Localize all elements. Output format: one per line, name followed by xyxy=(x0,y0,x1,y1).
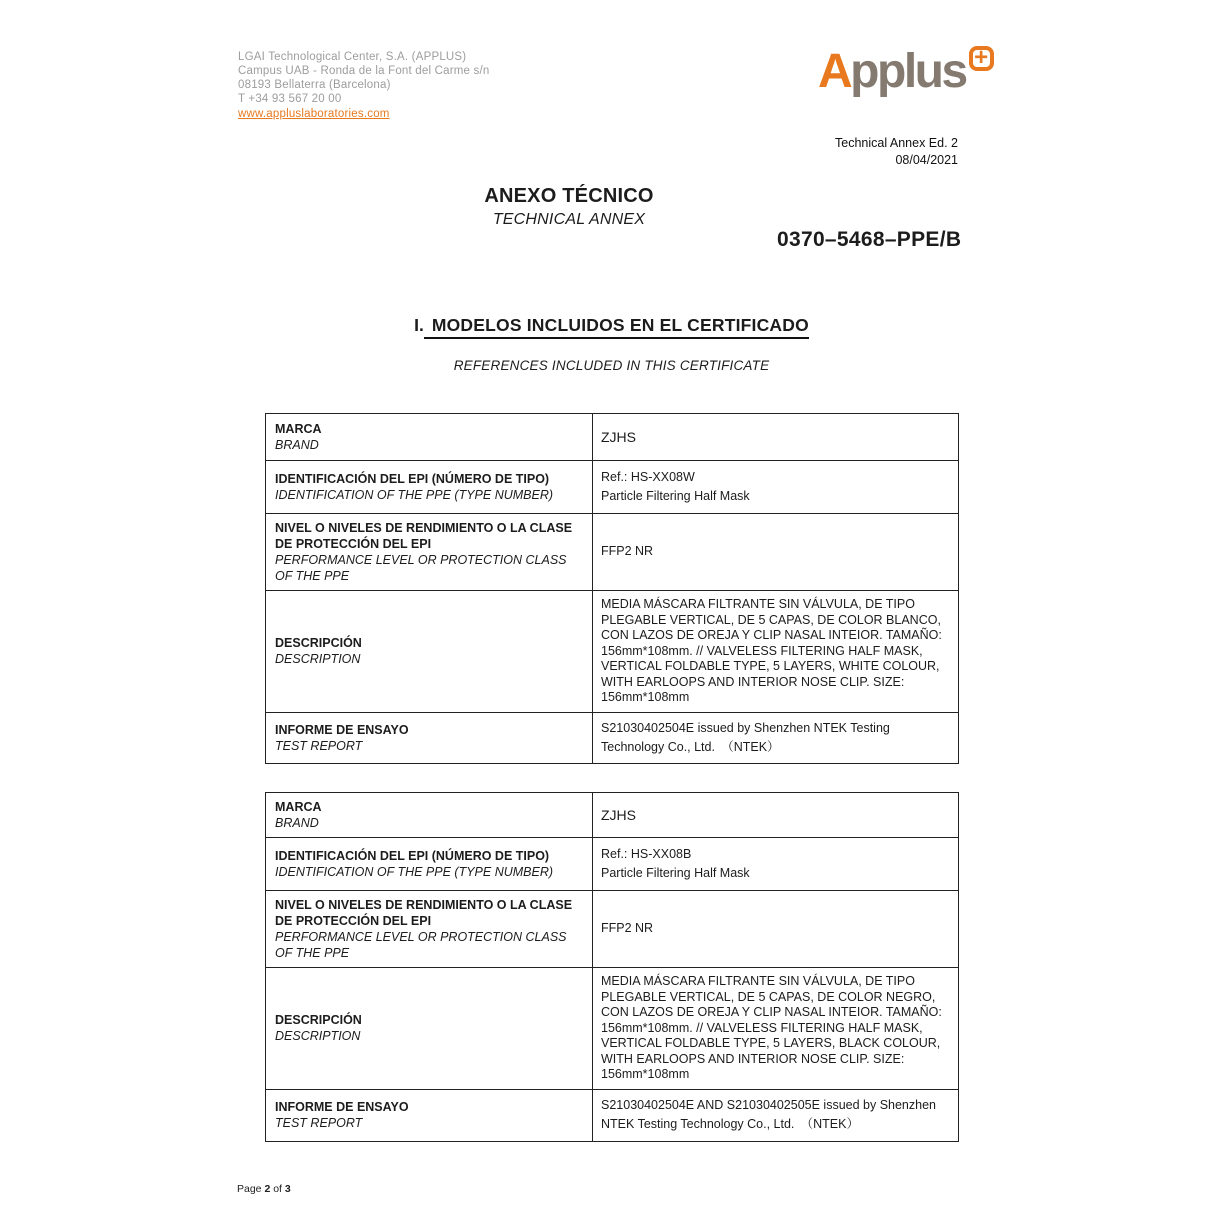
row-label-en: BRAND xyxy=(275,438,319,452)
logo-letters-rest: pplus xyxy=(850,45,966,98)
row-label-es: MARCA xyxy=(275,422,322,436)
applus-logo xyxy=(818,44,994,99)
section-heading-en: REFERENCES INCLUDED IN THIS CERTIFICATE xyxy=(453,358,770,373)
row-label-es: IDENTIFICACIÓN DEL EPI (NÚMERO DE TIPO) xyxy=(275,849,550,863)
row-label-en: PERFORMANCE LEVEL OR PROTECTION CLASS OF THE PPE xyxy=(275,553,567,583)
description-value: MEDIA MÁSCARA FILTRANTE SIN VÁLVULA, DE TIPO PLEGABLE VERTICAL, DE 5 CAPAS, DE COLOR NEGRO, CON LAZOS DE OREJA Y CLIP NASAL INTEIOR. TAMAÑO: 156mm*108mm. // VALVELESS FILTERING HALF MASK, VERTICAL FOLDABLE TYPE, 5 LAYERS, BLACK COLOUR, WITH EARLOOPS AND INTERIOR NOSE CLIP. SIZE: 156mm*108mm xyxy=(601,974,942,1081)
section-numeral: I. xyxy=(414,315,424,335)
brand-value: ZJHS xyxy=(601,807,636,823)
footer-of-word: of xyxy=(273,1183,282,1195)
certificate-reference-number: 0370–5468–PPE/B xyxy=(777,228,962,251)
footer-page-number: 2 xyxy=(264,1183,271,1195)
address-line: LGAI Technological Center, S.A. (APPLUS) xyxy=(238,51,467,63)
table-row xyxy=(266,414,959,461)
model-table-1 xyxy=(265,413,959,764)
row-label-es: INFORME DE ENSAYO xyxy=(275,722,409,737)
table-row xyxy=(266,591,959,713)
description-value: MEDIA MÁSCARA FILTRANTE SIN VÁLVULA, DE TIPO PLEGABLE VERTICAL, DE 5 CAPAS, DE COLOR BLANCO, CON LAZOS DE OREJA Y CLIP NASAL INTEIOR. TAMAÑO: 156mm*108mm. // VALVELESS FILTERING HALF MASK, VERTICAL FOLDABLE TYPE, 5 LAYERS, WHITE COLOUR, WITH EARLOOPS AND INTERIOR NOSE CLIP. SIZE: 156mm*108mm xyxy=(601,597,942,704)
row-label-en: IDENTIFICATION OF THE PPE (TYPE NUMBER) xyxy=(275,488,554,502)
row-label-es: NIVEL O NIVELES DE RENDIMIENTO O LA CLASE DE PROTECCIÓN DEL EPI xyxy=(275,521,573,551)
row-label-es: MARCA xyxy=(275,800,322,814)
applus-logo-wordmark xyxy=(818,45,966,98)
row-label-es: INFORME DE ENSAYO xyxy=(275,1100,409,1114)
protection-class-value: FFP2 NR xyxy=(601,544,654,559)
test-report-value: S21030402504E AND S21030402505E issued by Shenzhen NTEK Testing Technology Co., Ltd. （NTEK） xyxy=(601,1097,936,1131)
logo-letter-a: A xyxy=(818,45,851,98)
row-label-es: NIVEL O NIVELES DE RENDIMIENTO O LA CLASE DE PROTECCIÓN DEL EPI xyxy=(275,898,573,928)
website-link[interactable]: www.appluslaboratories.com xyxy=(238,108,390,120)
plus-badge-icon: + xyxy=(969,46,994,71)
row-label-en: TEST REPORT xyxy=(275,738,363,753)
table-row xyxy=(266,461,959,514)
row-label-en: PERFORMANCE LEVEL OR PROTECTION CLASS OF THE PPE xyxy=(275,930,567,960)
test-report-value: S21030402504E issued by Shenzhen NTEK Testing Technology Co., Ltd. （NTEK） xyxy=(601,720,890,754)
document-title-en: TECHNICAL ANNEX xyxy=(492,211,646,228)
table-row xyxy=(266,514,959,591)
table-row xyxy=(266,793,959,838)
row-label-en: BRAND xyxy=(275,816,319,830)
edition-block xyxy=(700,135,958,169)
document-title-es: ANEXO TÉCNICO xyxy=(484,185,654,207)
section-heading-es: MODELOS INCLUIDOS EN EL CERTIFICADO xyxy=(424,315,809,339)
table-row xyxy=(266,1089,959,1141)
edition-date: 08/04/2021 xyxy=(895,153,958,167)
row-label-en: DESCRIPTION xyxy=(275,1029,361,1044)
row-label-en: DESCRIPTION xyxy=(275,652,361,667)
row-label-es: IDENTIFICACIÓN DEL EPI (NÚMERO DE TIPO) xyxy=(275,472,550,486)
footer-total-pages: 3 xyxy=(284,1183,291,1195)
company-address-block xyxy=(238,50,490,121)
brand-value: ZJHS xyxy=(601,429,636,445)
document-title-block xyxy=(404,185,734,229)
table-row xyxy=(266,838,959,891)
footer-page-word: Page xyxy=(237,1183,262,1195)
table-row xyxy=(266,712,959,764)
row-label-en: IDENTIFICATION OF THE PPE (TYPE NUMBER) xyxy=(275,865,554,879)
ppe-reference-value: Ref.: HS-XX08B xyxy=(601,846,692,861)
model-table-2 xyxy=(265,792,959,1142)
address-line: T +34 93 567 20 00 xyxy=(238,93,342,105)
row-label-es: DESCRIPCIÓN xyxy=(275,636,362,651)
row-label-es: DESCRIPCIÓN xyxy=(275,1013,362,1028)
protection-class-value: FFP2 NR xyxy=(601,921,654,936)
row-label-en: TEST REPORT xyxy=(275,1116,363,1130)
page-footer xyxy=(237,1183,291,1195)
section-heading xyxy=(265,315,958,336)
ppe-reference-value: Ref.: HS-XX08W xyxy=(601,469,695,484)
address-line: Campus UAB - Ronda de la Font del Carme s/n xyxy=(238,65,490,77)
table-row xyxy=(266,968,959,1090)
ppe-type-value: Particle Filtering Half Mask xyxy=(601,866,750,880)
address-line: 08193 Bellaterra (Barcelona) xyxy=(238,79,391,91)
ppe-type-value: Particle Filtering Half Mask xyxy=(601,489,750,503)
table-row xyxy=(266,891,959,968)
edition-label: Technical Annex Ed. 2 xyxy=(835,136,958,150)
